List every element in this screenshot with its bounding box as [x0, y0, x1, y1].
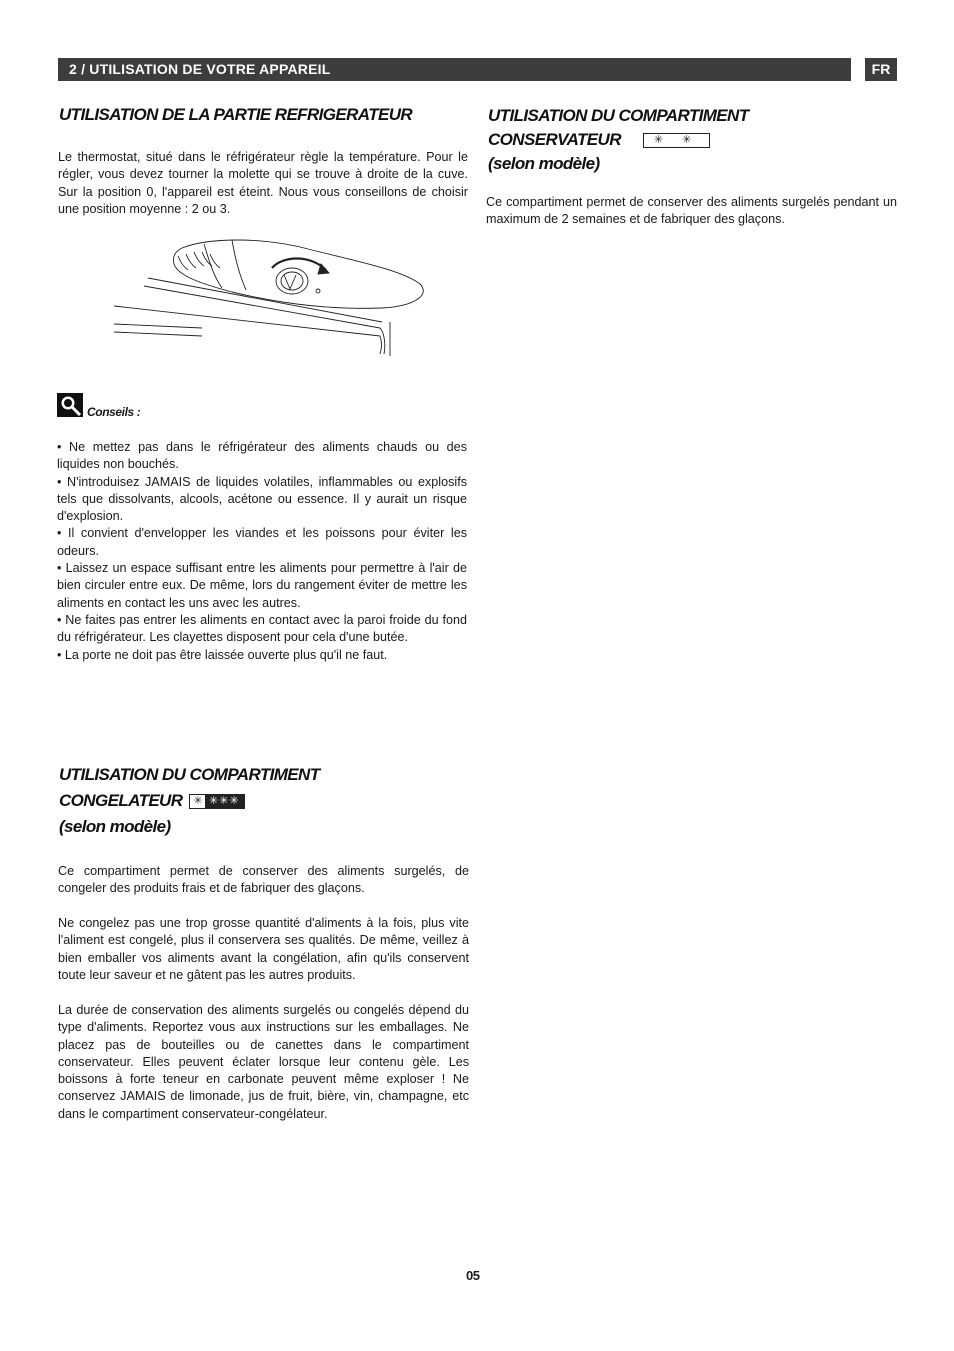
fridge-paragraph: Le thermostat, situé dans le réfrigérateur règle la température. Pour le régler, vous devez tourner la molette qui se trouve à droite de la cuve. Sur la position 0, l'appareil est éteint. Nous vous conseillons de choisir une position moyenne : 2 ou 3. [58, 150, 468, 216]
star-icon: ✳ [193, 794, 203, 807]
tip-item: • Ne faites pas entrer les aliments en contact avec la paroi froide du fond du réfrigérateur. Les clayettes disposent pour cela d'une butée. [57, 612, 467, 645]
tip-item: • Il convient d'envelopper les viandes et les poissons pour éviter les odeurs. [57, 526, 467, 558]
star-icon: ✳✳✳ [205, 795, 244, 808]
freezer-paragraph-1: Ce compartiment permet de conserver des aliments surgelés, de congeler des produits frais et de fabriquer des glaçons. [58, 864, 469, 896]
star-rating-badge [643, 133, 711, 148]
tips-label: Conseils : [87, 405, 141, 419]
magnifier-icon [57, 393, 83, 417]
tip-item: • Laissez un espace suffisant entre les aliments pour permettre à l'air de bien circuler entre eux. De même, lors du rangement éviter de mettre les aliments en contact les uns avec les autres. [57, 561, 467, 610]
tip-item: • La porte ne doit pas être laissée ouverte plus qu'il ne faut. [57, 647, 388, 662]
language-badge: FR [865, 58, 897, 81]
tip-item: • Ne mettez pas dans le réfrigérateur des aliments chauds ou des liquides non bouchés. [57, 440, 467, 472]
section-title: 2 / UTILISATION DE VOTRE APPAREIL [69, 61, 331, 77]
page-number: 05 [466, 1268, 480, 1283]
thermostat-illustration [112, 232, 428, 360]
conservateur-paragraph: Ce compartiment permet de conserver des aliments surgelés pendant un maximum de 2 semaines et de fabriquer des glaçons. [486, 195, 897, 227]
tips-list [57, 439, 467, 664]
conservateur-heading: UTILISATION DU COMPARTIMENT CONSERVATEUR ✳ ✳ (selon modèle) [488, 106, 749, 173]
freezer-heading: UTILISATION DU COMPARTIMENT CONGELATEUR ✳ ✳✳✳ (selon modèle) [59, 765, 320, 836]
star-icon: ✳ ✳ [653, 133, 700, 146]
freezer-paragraph-3: La durée de conservation des aliments surgelés ou congelés dépend du type d'aliments. Reportez vous aux instructions sur les emballages. Ne placez pas de bouteilles ou de canettes dans le compartiment conservateur. Elles peuvent éclater lorsque leur contenu gèle. Les boissons à forte teneur en carbonate peuvent même exploser ! Ne conservez JAMAIS de limonade, jus de fruit, bière, vin, champagne, etc dans le compartiment conservateur-congélateur. [58, 1003, 469, 1121]
star-rating-badge [189, 794, 244, 809]
freezer-paragraph-2: Ne congelez pas une trop grosse quantité d'aliments à la fois, plus vite l'aliment est congelé, plus il conservera ses qualités. De même, veillez à bien emballer vos aliments avant la congélation, afin qu'ils conservent toute leur saveur et ne gâtent pas les autres produits. [58, 916, 469, 982]
fridge-heading: UTILISATION DE LA PARTIE REFRIGERATEUR [59, 105, 413, 124]
tip-item: • N'introduisez JAMAIS de liquides volatiles, inflammables ou explosifs tels que dissolvants, alcools, acétone ou essence. Il y aurait un risque d'explosion. [57, 474, 467, 524]
section-header-bar [58, 58, 851, 81]
